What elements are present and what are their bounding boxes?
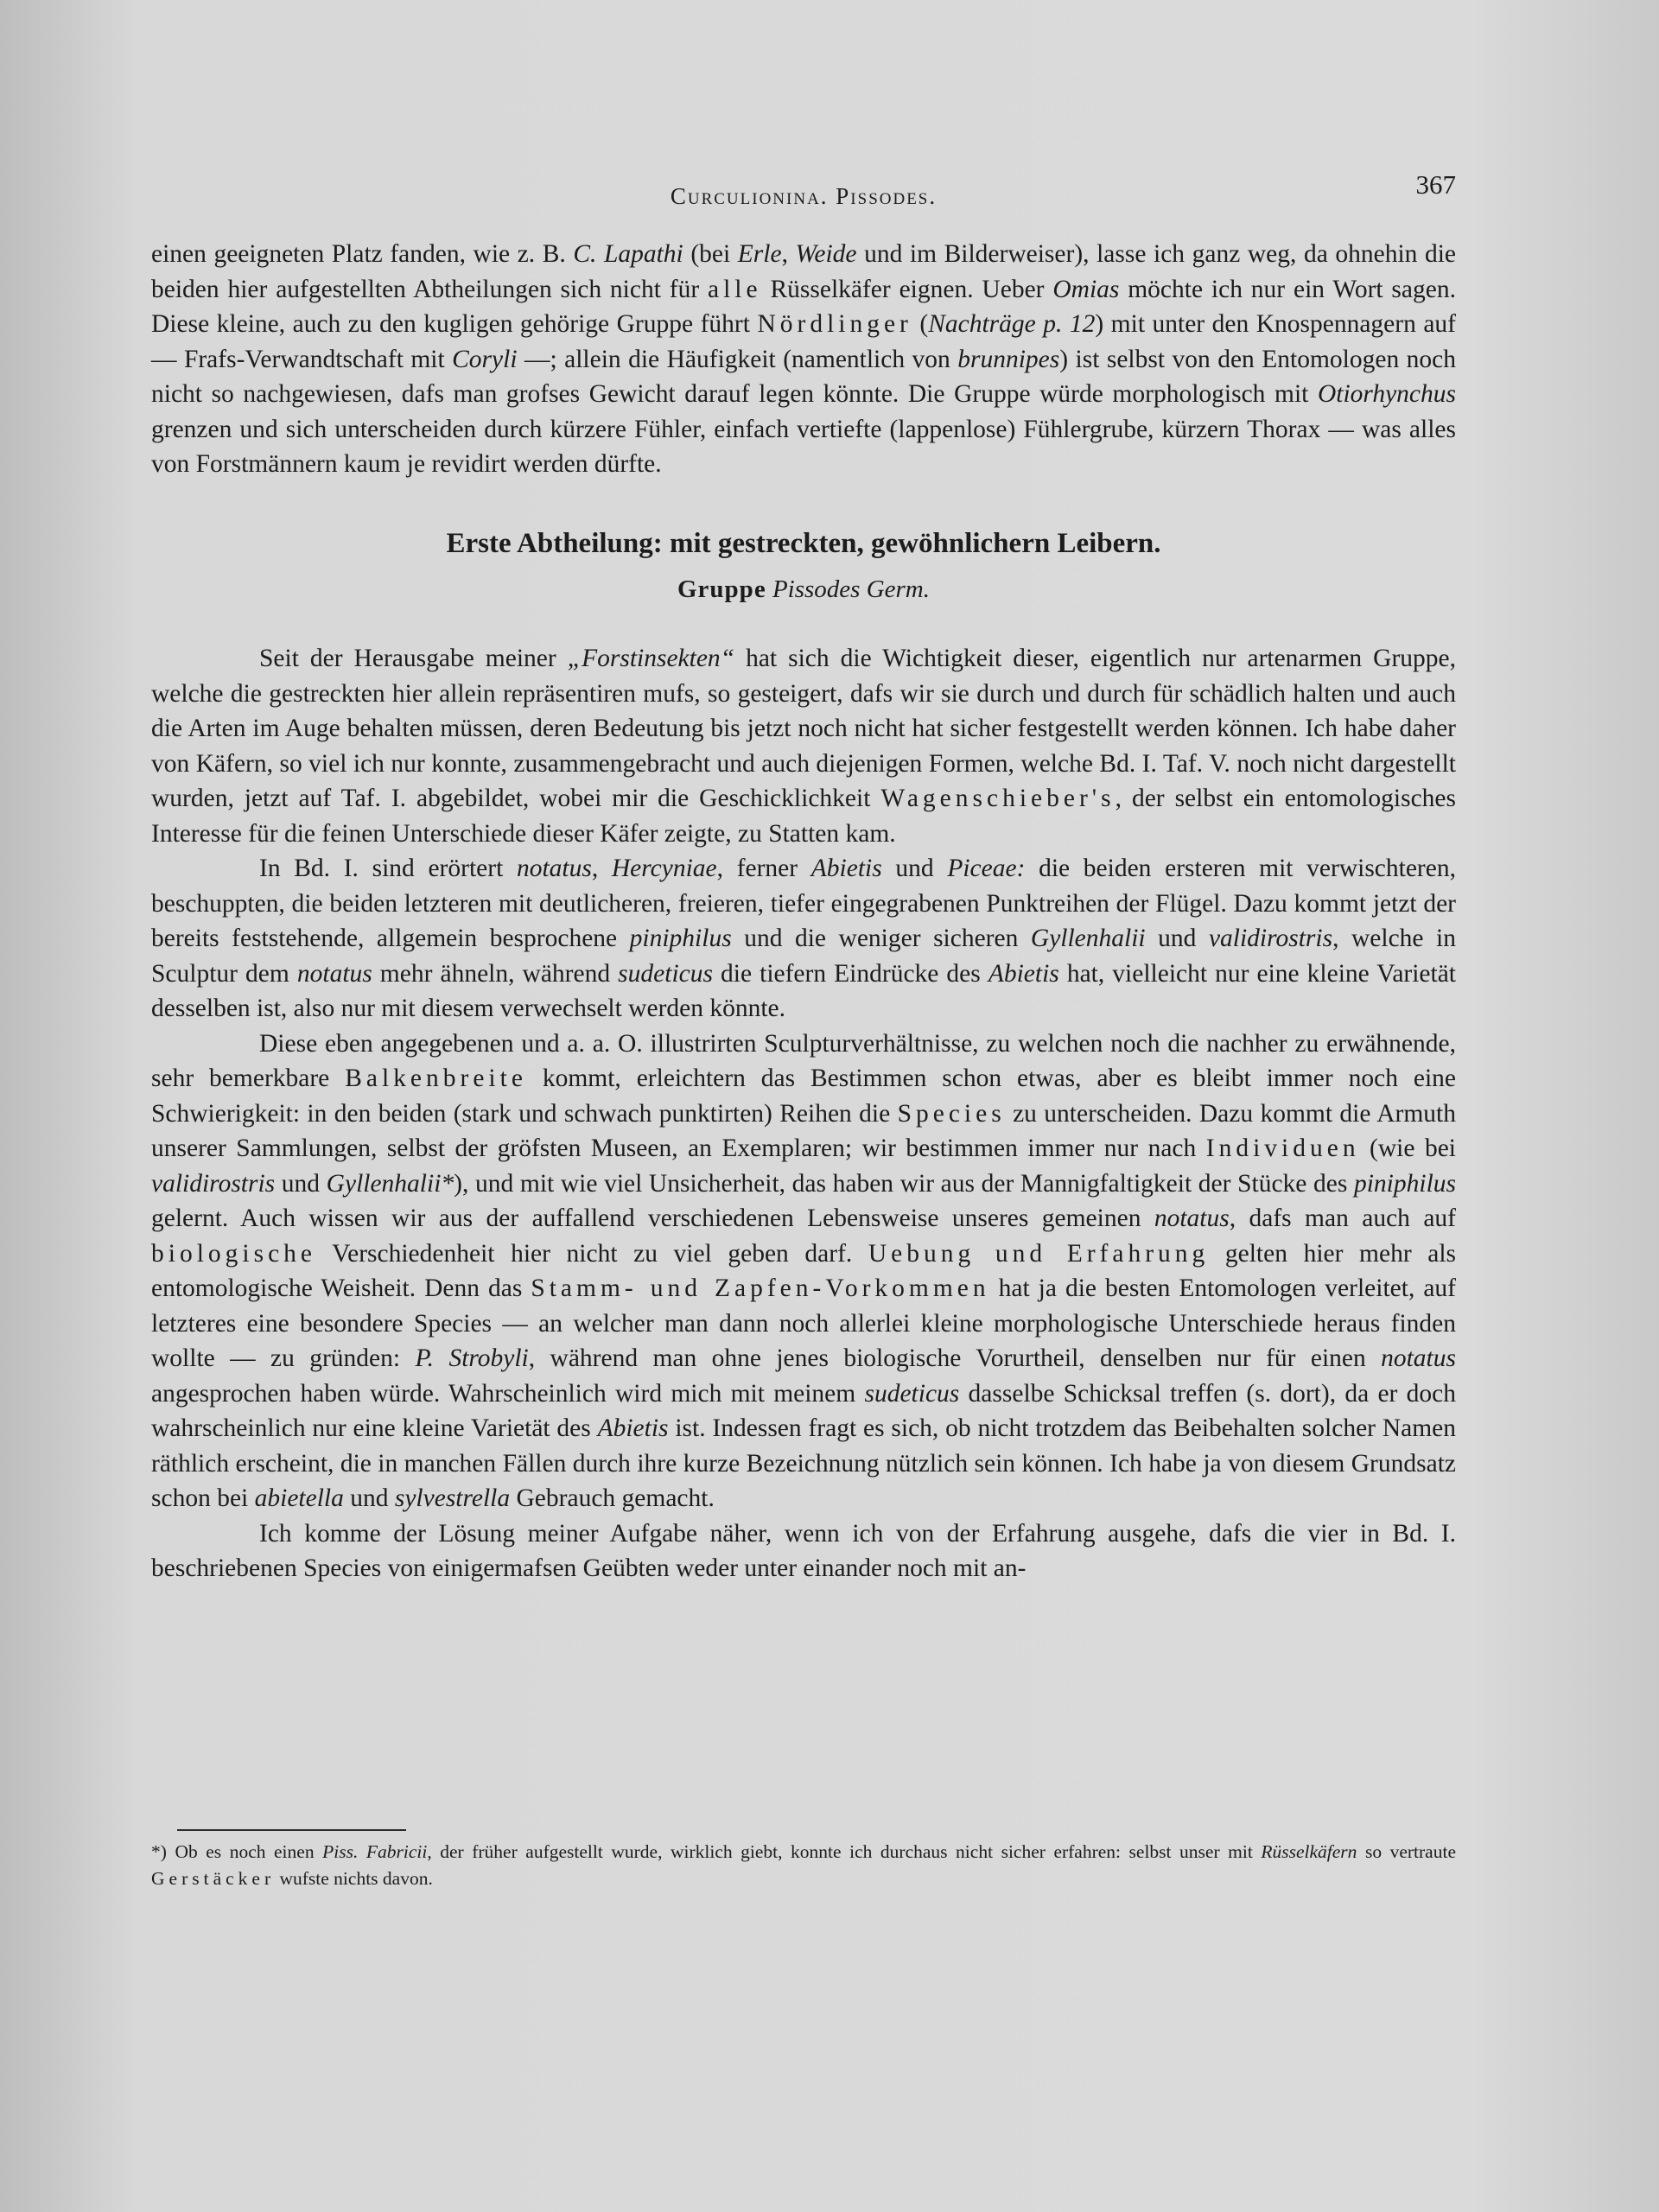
body-text bbox=[151, 237, 1456, 1586]
paragraph-5: Ich komme der Lösung meiner Aufgabe näher, wenn ich von der Erfahrung ausgehe, dafs die vier in Bd. I. beschriebenen Species von einigermafsen Geübten weder unter einander noch mit an- bbox=[151, 1519, 1456, 1582]
page-number: 367 bbox=[1415, 169, 1456, 200]
footnote: *) Ob es noch einen Piss. Fabricii, der früher aufgestellt wurde, wirklich giebt, konnte ich durchaus nicht sicher erfahren: selbst unser mit Rüsselkäfern so vertraute Gerstäcker wufste nichts davon. bbox=[151, 1841, 1456, 1889]
paragraph-4: Diese eben angegebenen und a. a. O. illustrirten Sculpturverhältnisse, zu welchen noch die nachher zu erwähnende, sehr bemerkbare Balkenbreite kommt, erleichtern das Bestimmen schon etwas, aber es bleibt immer noch eine Schwierigkeit: in den beiden (stark und schwach punktirten) Reihen die Species zu unterscheiden. Dazu kommt die Armuth unserer Sammlungen, selbst der gröfsten Museen, an Exemplaren; wir bestimmen immer nur nach Individuen (wie bei validirostris und Gyllenhalii*), und mit wie viel Unsicherheit, das haben wir aus der Mannigfaltigkeit der Stücke des piniphilus gelernt. Auch wissen wir aus der auffallend verschiedenen Lebensweise unseres gemeinen notatus, dafs man auch auf biologische Verschiedenheit hier nicht zu viel geben darf. Uebung und Erfahrung gelten hier mehr als entomologische Weisheit. Denn das Stamm- und Zapfen-Vorkommen hat ja die besten Entomologen verleitet, auf letzteres eine besondere Species — an welcher man dann noch allerlei kleine morphologische Unterschiede heraus finden wollte — zu gründen: P. Strobyli, während man ohne jenes biologische Vorurtheil, denselben nur für einen notatus angesprochen haben würde. Wahrscheinlich wird mich mit meinem sudeticus dasselbe Schicksal treffen (s. dort), da er doch wahrscheinlich nur eine kleine Varietät des Abietis ist. Indessen fragt es sich, ob nicht trotzdem das Beibehalten solcher Namen räthlich erscheint, die in manchen Fällen durch ihre kurze Bezeichnung nützlich sein können. Ich habe ja von diesem Grundsatz schon bei abietella und sylvestrella Gebrauch gemacht. bbox=[151, 1029, 1457, 1512]
running-title: Curculionina. Pissodes. bbox=[670, 183, 938, 209]
footnote-divider bbox=[177, 1829, 406, 1831]
group-label: Gruppe bbox=[677, 575, 766, 603]
paragraph-2: Seit der Herausgabe meiner „Forstinsekten“ hat sich die Wichtigkeit dieser, eigentlich nur artenarmen Gruppe, welche die gestreckten hier allein repräsentiren mufs, so gesteigert, dafs wir sie durch und durch für schädlich halten und auch die Arten im Auge behalten müssen, deren Bedeutung bis jetzt noch nicht hat sicher festgestellt werden können. Ich habe daher von Käfern, so viel ich nur konnte, zusammengebracht und auch diejenigen Formen, welche Bd. I. Taf. V. noch nicht dargestellt wurden, jetzt auf Taf. I. abgebildet, wobei mir die Geschicklichkeit Wagenschieber's, der selbst ein entomologisches Interesse für die feinen Unterschiede dieser Käfer zeigte, zu Statten kam. bbox=[151, 645, 1456, 848]
group-name: Pissodes Germ. bbox=[772, 575, 930, 603]
section-heading: Erste Abtheilung: mit gestreckten, gewöhnlichern Leibern. bbox=[446, 527, 1161, 559]
page-header bbox=[151, 166, 1456, 209]
paragraph-3: In Bd. I. sind erörtert notatus, Hercyniae, ferner Abietis und Piceae: die beiden ersteren mit verwischteren, beschuppten, die beiden letzteren mit deutlicheren, freieren, tiefer eingegrabenen Punktreihen der Flügel. Dazu kommt jetzt der bereits feststehende, allgemein besprochene piniphilus und die weniger sicheren Gyllenhalii und validirostris, welche in Sculptur dem notatus mehr ähneln, während sudeticus die tiefern Eindrücke des Abietis hat, vielleicht nur eine kleine Varietät desselben ist, also nur mit diesem verwechselt werden könnte. bbox=[151, 855, 1457, 1022]
paragraph-1: einen geeigneten Platz fanden, wie z. B. C. Lapathi (bei Erle, Weide und im Bilderweiser), lasse ich ganz weg, da ohnehin die beiden hier aufgestellten Abtheilungen sich nicht für alle Rüsselkäfer eignen. Ueber Omias möchte ich nur ein Wort sagen. Diese kleine, auch zu den kugligen gehörige Gruppe führt Nördlinger (Nachträge p. 12) mit unter den Knospennagern auf — Frafs-Verwandtschaft mit Coryli —; allein die Häufigkeit (namentlich von brunnipes) ist selbst von den Entomologen noch nicht so nachgewiesen, dafs man grofses Gewicht darauf legen könnte. Die Gruppe würde morphologisch mit Otiorhynchus grenzen und sich unterscheiden durch kürzere Fühler, einfach vertiefte (lappenlose) Fühlergrube, kürzern Thorax — was alles von Forstmännern kaum je revidirt werden dürfte. bbox=[151, 240, 1456, 478]
group-heading bbox=[151, 572, 1456, 607]
